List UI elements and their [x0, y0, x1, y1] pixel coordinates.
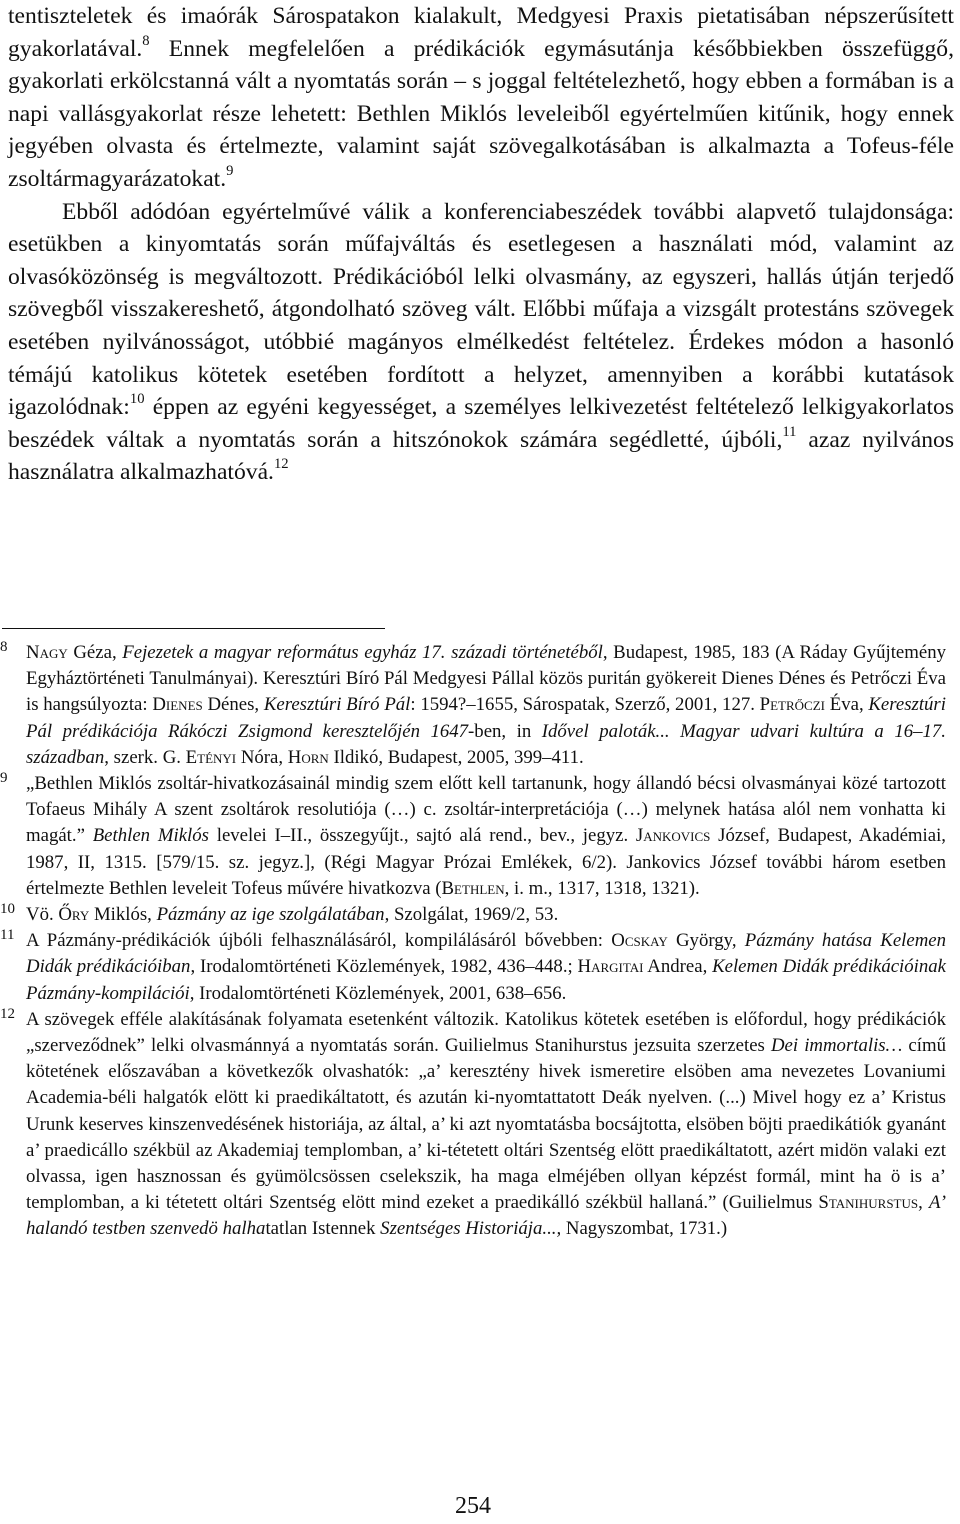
author-name: Etényi — [185, 746, 237, 768]
italic-text: Fejezetek a magyar református egyház 17. századi történetéből — [122, 642, 603, 663]
italic-text: Pázmány hatása Kelemen Didák prédikációiban — [26, 930, 946, 978]
footnote-text: Nagy Géza, Fejezetek a magyar református egyház 17. századi történetéből, Budapest, 1985, 183 (A Ráday Gyűjtemény Egyháztörténeti Tanulmányai). Keresztúri Bíró Pál Medgyesi Pállal közös puritán gyökereit Dienes Dénes és Petrőczi Éva is hangsúlyozta: Dienes Dénes, Keresztúri Bíró Pál: 1594?–1655, Sárospatak, Szerző, 2001, 127. Petrőczi Éva, Keresztúri Pál prédikációja Rákóczi Zsigmond keresztelőjén 1647-ben, in Idővel paloták... Magyar udvari kultúra a 16–17. században, szerk. G. Etényi Nóra, Horn Ildikó, Budapest, 2005, 399–411. — [26, 642, 946, 768]
author-name: Stanihurstus — [818, 1192, 919, 1214]
footnote-8 — [0, 640, 946, 771]
footnote-ref: 12 — [273, 456, 289, 473]
italic-text: Pázmány az ige szolgálatában — [156, 904, 385, 926]
italic-text: Idővel paloták... Magyar udvari kultúra a 16–17. században — [26, 720, 946, 768]
author-name: Bethlen — [441, 877, 505, 899]
footnote-number: 12 — [0, 1005, 15, 1022]
footnote-number: 11 — [0, 927, 15, 944]
italic-text: Dei immortalis… — [770, 1035, 903, 1057]
footnote-ref: 11 — [782, 423, 797, 440]
footnote-12 — [0, 1007, 946, 1243]
footnote-number: 10 — [0, 901, 15, 918]
footnote-text: „Bethlen Miklós zsoltár-hivatkozásainál mindig szem előtt kell tartanunk, hogy állandó bécsi olvasmányai közé tartozott Tofaeus Mihály A szent zsoltárok resolutiója (…) c. zsoltár-interpretációja (…) melynek hatása alól nem vonhatta ki magát.” Bethlen Miklós levelei I–II., összegyűjt., sajtó alá rend., bev., jegyz. Jankovics József, Budapest, Akadémiai, 1987, II, 1315. [579/15. sz. jegyz.], (Régi Magyar Prózai Emlékek, 6/2). Jankovics József további három esetben értelmezte Bethlen leveleit Tofeus művére hivatkozva (Bethlen, i. m., 1317, 1318, 1321). — [26, 773, 946, 899]
italic-text: Bethlen Miklós — [92, 825, 209, 847]
footnote-ref: 9 — [226, 162, 234, 179]
paragraph-2: Ebből adódóan egyértelművé válik a konferenciabeszédek további alapvető tulajdonsága: esetükben a kinyomtatás során műfajváltás és esetlegesen a használati mód, valamint az olvasóközönség is megváltozott. Prédikációból lelki olvasmány, az egyszeri, hallás útján terjedő szövegből visszakereshető, átgondolható szöveg vált. Előbbi műfaja a vizsgált protestáns szövegek esetében nyilvánosságot, utóbbié magányos elmélkedést feltételez. Érdekes módon a hasonló témájú katolikus kötetek esetében fordított a helyzet, amennyiben a korábbi kutatások igazolódnak:$^{10}$ éppen az egyéni kegyességet, a személyes lelkivezetést feltételező lelkigyakorlatos beszédek váltak a nyomtatás során a hitszónokok számára segédletté, újbóli,$^{11}$ azaz nyilvános használatra alkalmazhatóvá.$^{12}$ — [8, 198, 954, 486]
footnote-ref: 8 — [142, 32, 150, 49]
footnote-text: Vö. Őry Miklós, Pázmány az ige szolgálatában, Szolgálat, 1969/2, 53. — [26, 904, 559, 926]
footnote-separator — [2, 628, 385, 629]
italic-text: Keresztúri Pál prédikációja Rákóczi Zsigmond keresztelőjén 1647 — [26, 694, 946, 742]
page — [8, 0, 954, 489]
italic-text: Kelemen Didák prédikációinak Pázmány-kompilációi — [26, 956, 946, 1004]
main-text — [8, 0, 954, 489]
italic-text: Szentséges Historiája..., — [380, 1218, 562, 1240]
author-name: Jankovics — [635, 825, 711, 847]
italic-text: Keresztúri Bíró Pál — [263, 694, 411, 716]
footnote-number: 9 — [0, 770, 8, 787]
footnotes — [0, 640, 946, 1243]
author-name: Petrőczi — [759, 694, 825, 716]
footnote-11 — [0, 928, 946, 1007]
author-name: Ocskay — [611, 930, 668, 952]
author-name: Őry — [58, 904, 90, 926]
italic-text: A’ halandó testben szenvedö halha — [26, 1192, 946, 1240]
page-number: 254 — [455, 1493, 491, 1519]
author-name: Nagy — [26, 642, 68, 663]
footnote-number: 8 — [0, 639, 8, 655]
paragraph-1: tentiszteletek és imaórák Sárospatakon kialakult, Medgyesi Praxis pietatisában népszerűsített gyakorlatával.$^8$ Ennek megfelelően a prédikációk egymásutánja későbbiekben összefüggő, gyakorlati erkölcstanná vált a nyomtatás során – s joggal feltételezhető, hogy ebben a formában is a napi vallásgyakorlat része lehetett: Bethlen Miklós leveleiből egyértelműen kitűnik, hogy ennek jegyében olvasta és értelmezte, valamint saját szövegalkotásában is alkalmazta a Tofeus-féle zsoltármagyarázatokat.$^9$ — [8, 3, 954, 192]
footnote-text: A szövegek efféle alakításának folyamata esetenként változik. Katolikus kötetek esetében is előfordul, hogy prédikációk „szerveződnek” lelki olvasmánnyá a nyomtatás során. Guilielmus Stanihurstus jezsuita szerzetes Dei immortalis… című kötetének előszavában a következők olvashatók: „a’ keresztény hivek ismeretire elsöben ama nevezetes Lovaniumi Academia-béli halgatók elött ki praedikáltatott, és azután ki-nyomtattatott Deák nyelven. (...) Mivel hogy ez a’ Kristus Urunk keserves kinszenvedésének historiája, az által, a’ ki azt nyomtatásba bocsájtotta, elsöben böjti praedikátiók gyanánt a’ praedicállo székbül az Akademiaj templomban, a’ ki-tétetett oltári Szentség elött praedikáltatott, azért midön valaki ezt olvassa, igen hasznossan és gyümölcsössen cselekszik, ha maga elméjében ollyan képzést formál, mint ha ö is a’ templomban, a ki tétetett oltári Szentség elött mind ezeket a praedikálló székbül hallaná.” (Guilielmus Stanihurstus, A’ halandó testben szenvedö halhatatlan Istennek Szentséges Historiája..., Nagyszombat, 1731.) — [26, 1008, 946, 1240]
footnote-text: A Pázmány-prédikációk újbóli felhasználásáról, kompilálásáról bővebben: Ocskay György, Pázmány hatása Kelemen Didák prédikációiban, Irodalomtörténeti Közlemények, 1982, 436–448.; Hargitai Andrea, Kelemen Didák prédikációinak Pázmány-kompilációi, Irodalomtörténeti Közlemények, 2001, 638–656. — [26, 930, 946, 1004]
author-name: Horn — [287, 746, 329, 768]
footnote-10 — [0, 902, 946, 928]
author-name: Dienes — [152, 694, 203, 716]
author-name: Hargitai — [577, 956, 644, 978]
footnote-ref: 10 — [129, 391, 145, 408]
footnote-9 — [0, 771, 946, 902]
